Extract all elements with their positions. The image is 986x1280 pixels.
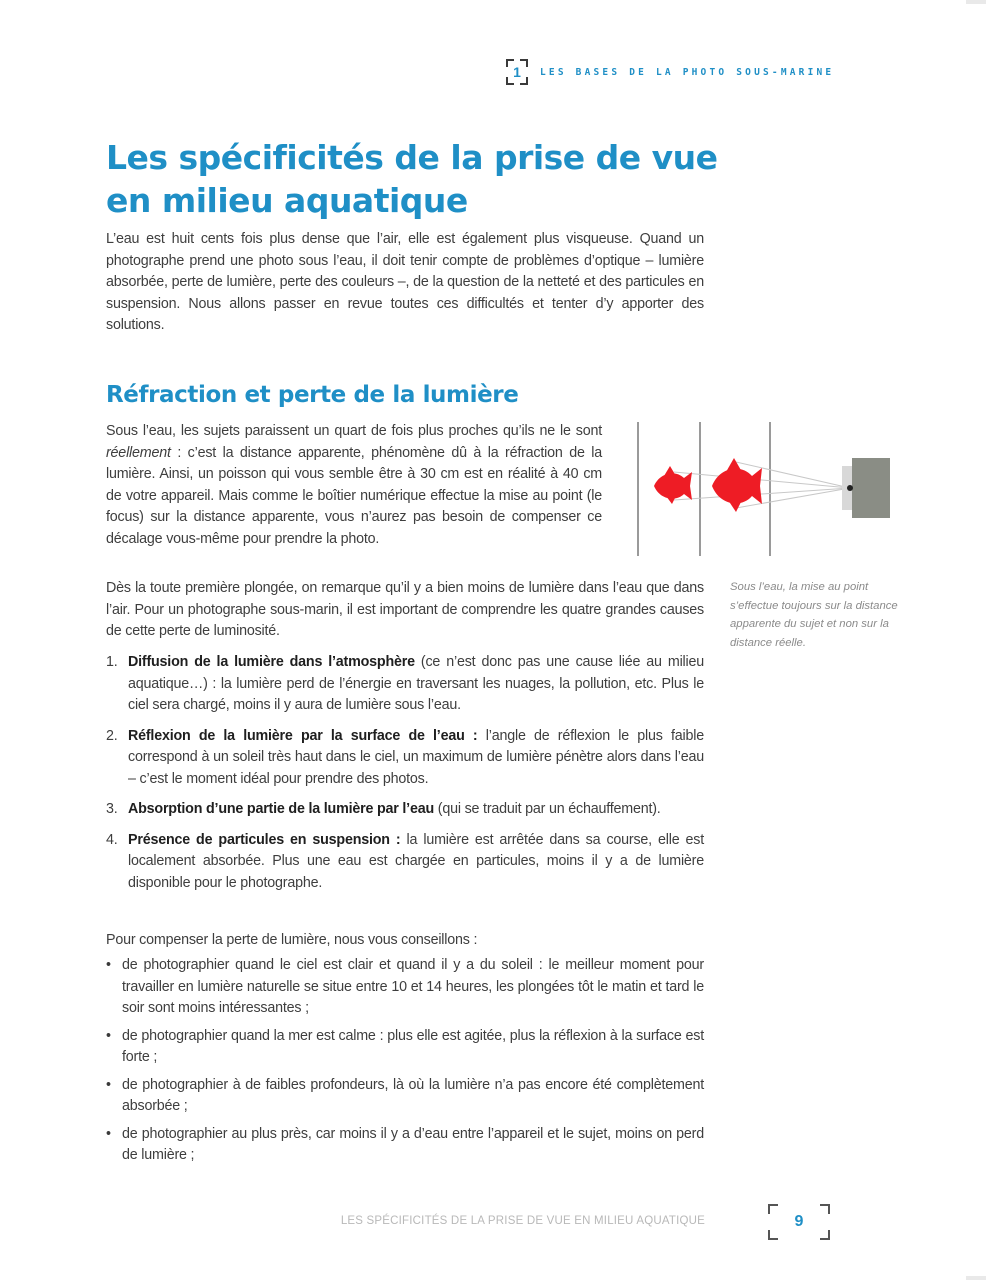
list-item xyxy=(106,955,704,1020)
focus-point xyxy=(847,485,853,491)
page-number-box xyxy=(768,1204,830,1240)
tip-text: de photographier à de faibles profondeurs, là où la lumière n’a pas encore été complètement absorbée ; xyxy=(122,1076,704,1114)
list-number: 2. xyxy=(106,727,118,744)
bullet-icon: • xyxy=(106,1125,111,1142)
refraction-figure xyxy=(630,420,900,560)
list-item xyxy=(106,1075,704,1118)
cause-term: Absorption d’une partie de la lumière par l’eau xyxy=(128,801,434,817)
cause-text: (qui se traduit par un échauffement). xyxy=(434,801,661,817)
tips-list xyxy=(106,955,704,1173)
refraction-text-end: : c’est la distance apparente, phénomène dû à la réfraction de la lumière. Ainsi, un poisson qui vous semble être à 30 cm est en réalité à 40 cm de votre appareil. Mais comme le boîtier numérique effectue la mise au point (le focus) sur la distance apparente, vous n’aurez pas besoin de compenser ce décalage vous-même pour prendre la photo. xyxy=(106,444,602,547)
cause-term: Diffusion de la lumière dans l’atmosphère xyxy=(128,654,415,670)
chapter-tag xyxy=(506,57,834,87)
page-title-line-2: en milieu aquatique xyxy=(106,181,468,220)
list-item xyxy=(106,1124,704,1167)
fish-icon-real xyxy=(654,466,692,504)
running-footer-title: LES SPÉCIFICITÉS DE LA PRISE DE VUE EN MILIEU AQUATIQUE xyxy=(340,1215,705,1227)
light-loss-paragraph: Dès la toute première plongée, on remarque qu’il y a bien moins de lumière dans l’eau que dans l’air. Pour un photographe sous-marin, il est important de comprendre les quatre grandes causes de cette perte de luminosité. xyxy=(106,580,704,639)
tip-text: de photographier quand le ciel est clair et quand il y a du soleil : le meilleur moment pour travailler en lumière naturelle se situe entre 10 et 14 heures, les plongées tôt le matin et tard le soir sont moins intéressantes ; xyxy=(122,957,704,1016)
intro-paragraph: L’eau est huit cents fois plus dense que l’air, elle est également plus visqueuse. Quand un photographe prend une photo sous l’eau, il doit tenir compte de problèmes d’optique – lumière absorbée, perte de lumière, perte des couleurs –, de la question de la netteté et des particules en suspension. Nous allons passer en revue toutes ces difficultés et tenter d’y apporter des solutions. xyxy=(106,231,704,333)
page-title-line-1: Les spécificités de la prise de vue xyxy=(106,138,718,177)
section-heading: Réfraction et perte de la lumière xyxy=(106,382,519,408)
advice-intro: Pour compenser la perte de lumière, nous vous conseillons : xyxy=(106,932,478,948)
causes-list xyxy=(106,652,704,903)
bullet-icon: • xyxy=(106,1076,111,1093)
page-edge-mark xyxy=(966,1276,986,1280)
figure-caption: Sous l’eau, la mise au point s’effectue toujours sur la distance apparente du sujet et non sur la distance réelle. xyxy=(730,581,898,649)
list-item xyxy=(106,830,704,895)
bullet-icon: • xyxy=(106,1027,111,1044)
list-item xyxy=(106,726,704,791)
list-item xyxy=(106,799,704,821)
cause-text: la lumière est arrêtée dans sa course, elle est localement absorbée. Plus une eau est chargée en particules, moins il y a de lumière disponible pour le photographe. xyxy=(128,831,704,891)
chapter-number-box xyxy=(506,59,528,85)
list-item xyxy=(106,652,704,717)
page-number: 9 xyxy=(794,1213,804,1230)
cause-text: l’angle de réflexion le plus faible correspond à un soleil très haut dans le ciel, un maximum de lumière pénètre alors dans l’eau – c’est le moment idéal pour prendre des photos. xyxy=(128,727,704,787)
page-title xyxy=(106,136,726,222)
list-number: 1. xyxy=(106,654,118,670)
refraction-paragraph xyxy=(106,421,602,550)
page-edge-mark xyxy=(966,0,986,4)
chapter-label: LES BASES DE LA PHOTO SOUS-MARINE xyxy=(540,66,835,78)
refraction-diagram xyxy=(630,420,900,560)
list-item xyxy=(106,1026,704,1069)
refraction-emphasis: réellement xyxy=(106,444,171,461)
list-number: 3. xyxy=(106,801,118,817)
bullet-icon: • xyxy=(106,957,111,973)
tip-text: de photographier quand la mer est calme : plus elle est agitée, plus la réflexion à la surface est forte ; xyxy=(122,1027,704,1065)
cause-term: Réflexion de la lumière par la surface de l’eau : xyxy=(128,727,478,744)
refraction-text-start: Sous l’eau, les sujets paraissent un quart de fois plus proches qu’ils ne le sont xyxy=(106,423,602,439)
list-number: 4. xyxy=(106,831,118,848)
chapter-number: 1 xyxy=(513,64,521,80)
cause-term: Présence de particules en suspension : xyxy=(128,831,401,848)
camera-icon xyxy=(852,458,890,518)
cause-text: (ce n’est donc pas une cause liée au milieu aquatique…) : la lumière perd de l’énergie en traversant les nuages, la pollution, etc. Plus le ciel sera chargé, moins il y aura de lumière sous l’eau. xyxy=(128,654,704,713)
tip-text: de photographier au plus près, car moins il y a d’eau entre l’appareil et le sujet, moins on perd de lumière ; xyxy=(122,1125,704,1163)
